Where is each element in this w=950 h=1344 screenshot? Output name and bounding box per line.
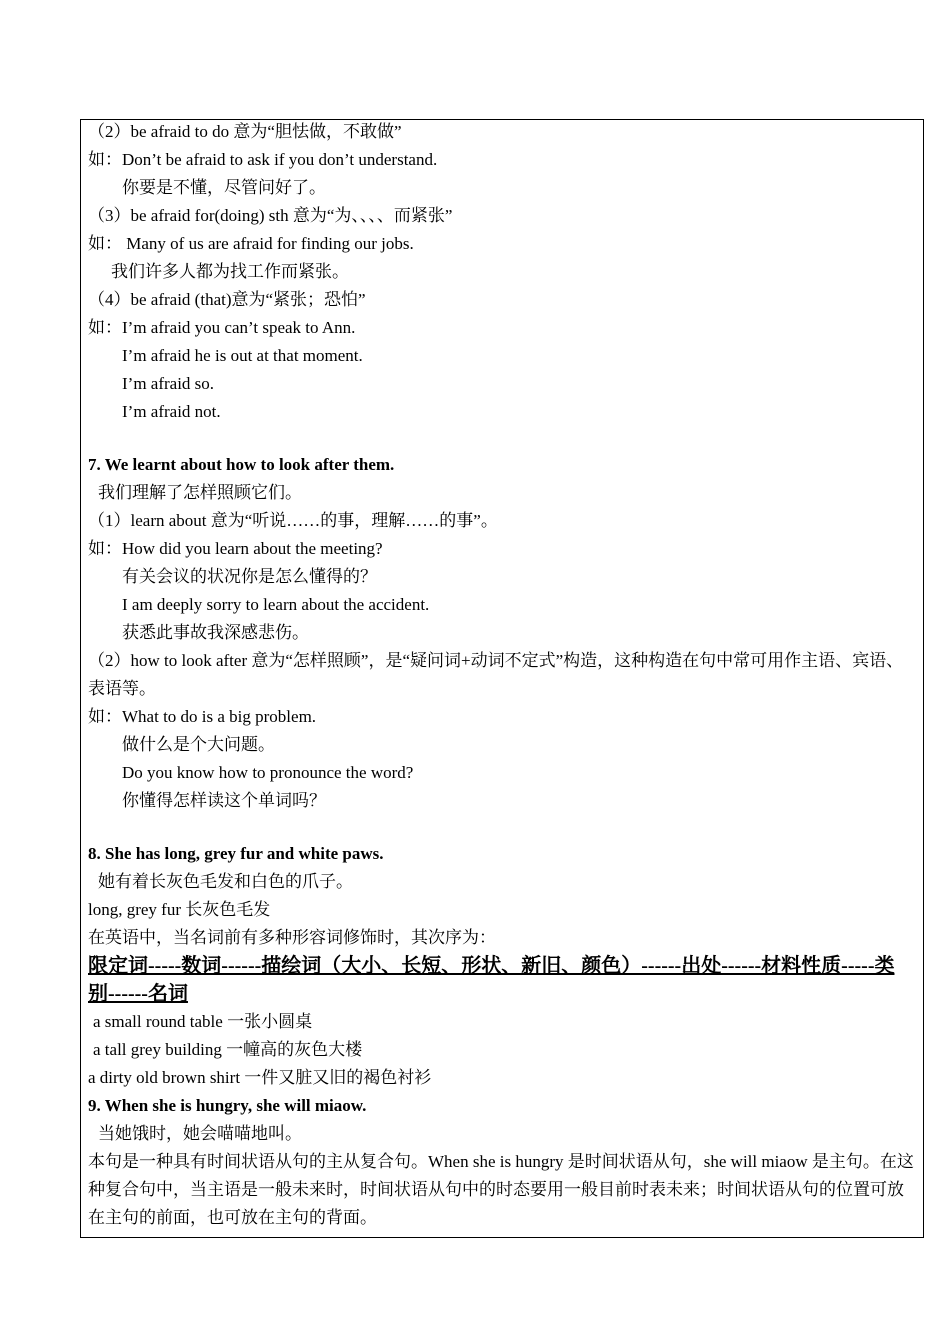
translation-line: 做什么是个大问题。 <box>122 735 275 754</box>
spacer <box>88 815 918 840</box>
example-line: 如：I’m afraid you can’t speak to Ann. <box>88 318 356 337</box>
text-line: （1）learn about 意为“听说……的事，理解……的事”。 <box>88 511 498 530</box>
example-line: I’m afraid not. <box>122 402 221 421</box>
translation-line: 你懂得怎样读这个单词吗？ <box>122 791 326 810</box>
section-heading-7: 7. We learnt about how to look after them. <box>88 455 395 474</box>
example-line: 如：How did you learn about the meeting? <box>88 539 383 558</box>
example-line: a dirty old brown shirt 一件又脏又旧的褐色衬衫 <box>88 1068 432 1087</box>
document-body <box>88 118 918 1232</box>
translation-line: 我们理解了怎样照顾它们。 <box>98 483 302 502</box>
translation-line: 她有着长灰色毛发和白色的爪子。 <box>98 872 353 891</box>
example-line: I am deeply sorry to learn about the accident. <box>122 595 430 614</box>
section-heading-9: 9. When she is hungry, she will miaow. <box>88 1096 367 1115</box>
text-line: （3）be afraid for(doing) sth 意为“为、、、、而紧张” <box>88 206 453 225</box>
translation-line: 获悉此事故我深感悲伤。 <box>122 623 309 642</box>
translation-line: 当她饿时，她会喵喵地叫。 <box>98 1124 302 1143</box>
example-line: 如：What to do is a big problem. <box>88 707 317 726</box>
example-line: 如：Don’t be afraid to ask if you don’t understand. <box>88 150 438 169</box>
example-line: I’m afraid he is out at that moment. <box>122 346 363 365</box>
text-line: （4）be afraid (that)意为“紧张；恐怕” <box>88 290 366 309</box>
text-line: （2）be afraid to do 意为“胆怯做，不敢做” <box>88 122 402 141</box>
translation-line: 我们许多人都为找工作而紧张。 <box>111 262 349 281</box>
example-line: 如： Many of us are afraid for finding our jobs. <box>88 234 414 253</box>
text-line: long, grey fur 长灰色毛发 <box>88 900 271 919</box>
example-line: a small round table 一张小圆桌 <box>93 1012 313 1031</box>
example-line: Do you know how to pronounce the word? <box>122 763 414 782</box>
text-paragraph: 本句是一种具有时间状语从句的主从复合句。When she is hungry 是时间状语从句，she will miaow 是主句。在这种复合句中，当主语是一般未来时，时间状语从句中的时态要用一般目前时表未来；时间状语从句的位置可放在主句的前面，也可放在主句的背面。 <box>88 1152 914 1227</box>
translation-line: 有关会议的状况你是怎么懂得的？ <box>122 567 377 586</box>
text-line: 在英语中，当名词前有多种形容词修饰时，其次序为： <box>88 928 496 947</box>
spacer <box>88 426 918 451</box>
text-paragraph: （2）how to look after 意为“怎样照顾”，是“疑问词+动词不定式”构造，这种构造在句中常可用作主语、宾语、表语等。 <box>88 651 904 698</box>
example-line: a tall grey building 一幢高的灰色大楼 <box>93 1040 363 1059</box>
example-line: I’m afraid so. <box>122 374 215 393</box>
section-heading-8: 8. She has long, grey fur and white paws. <box>88 844 384 863</box>
adjective-order-rule: 限定词-----数词------描绘词（大小、长短、形状、新旧、颜色）------出处------材料性质-----类别------名词 <box>88 955 895 1005</box>
translation-line: 你要是不懂，尽管问好了。 <box>122 178 326 197</box>
